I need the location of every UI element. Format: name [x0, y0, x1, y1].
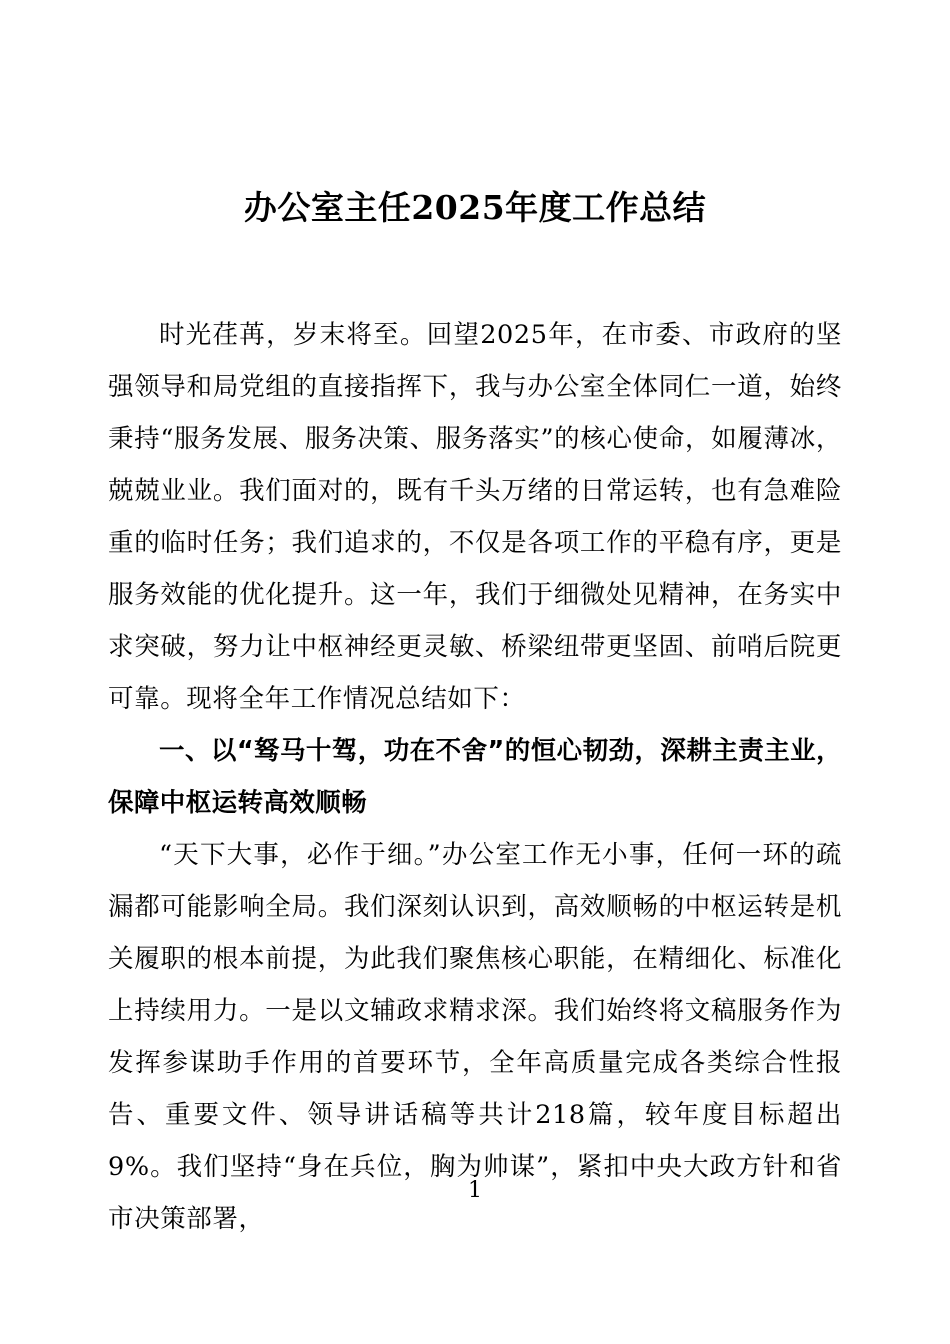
section-heading-1: 一、以“驽马十驾，功在不舍”的恒心韧劲，深耕主责主业，保障中枢运转高效顺畅 — [108, 735, 842, 818]
page-content — [108, 0, 842, 1245]
paragraph-intro: 时光荏苒，岁末将至。回望2025年，在市委、市政府的坚强领导和局党组的直接指挥下，我与办公室全体同仁一道，始终秉持“服务发展、服务决策、服务落实”的核心使命，如履薄冰，兢兢业业。我们面对的，既有千头万绪的日常运转，也有急难险重的临时任务；我们追求的，不仅是各项工作的平稳有序，更是服务效能的优化提升。这一年，我们于细微处见精神，在务实中求突破，努力让中枢神经更灵敏、桥梁纽带更坚固、前哨后院更可靠。现将全年工作情况总结如下： — [108, 319, 842, 714]
page-number: 1 — [468, 1178, 482, 1203]
page-title: 办公室主任2025年度工作总结 — [243, 188, 707, 227]
paragraph-2: “天下大事，必作于细。”办公室工作无小事，任何一环的疏漏都可能影响全局。我们深刻认识到，高效顺畅的中枢运转是机关履职的根本前提，为此我们聚焦核心职能，在精细化、标准化上持续用力。一是以文辅政求精求深。我们始终将文稿服务作为发挥参谋助手作用的首要环节，全年高质量完成各类综合性报告、重要文件、领导讲话稿等共计218篇，较年度目标超出9%。我们坚持“身在兵位，胸为帅谋”，紧扣中央大政方针和省市决策部署， — [108, 839, 842, 1234]
